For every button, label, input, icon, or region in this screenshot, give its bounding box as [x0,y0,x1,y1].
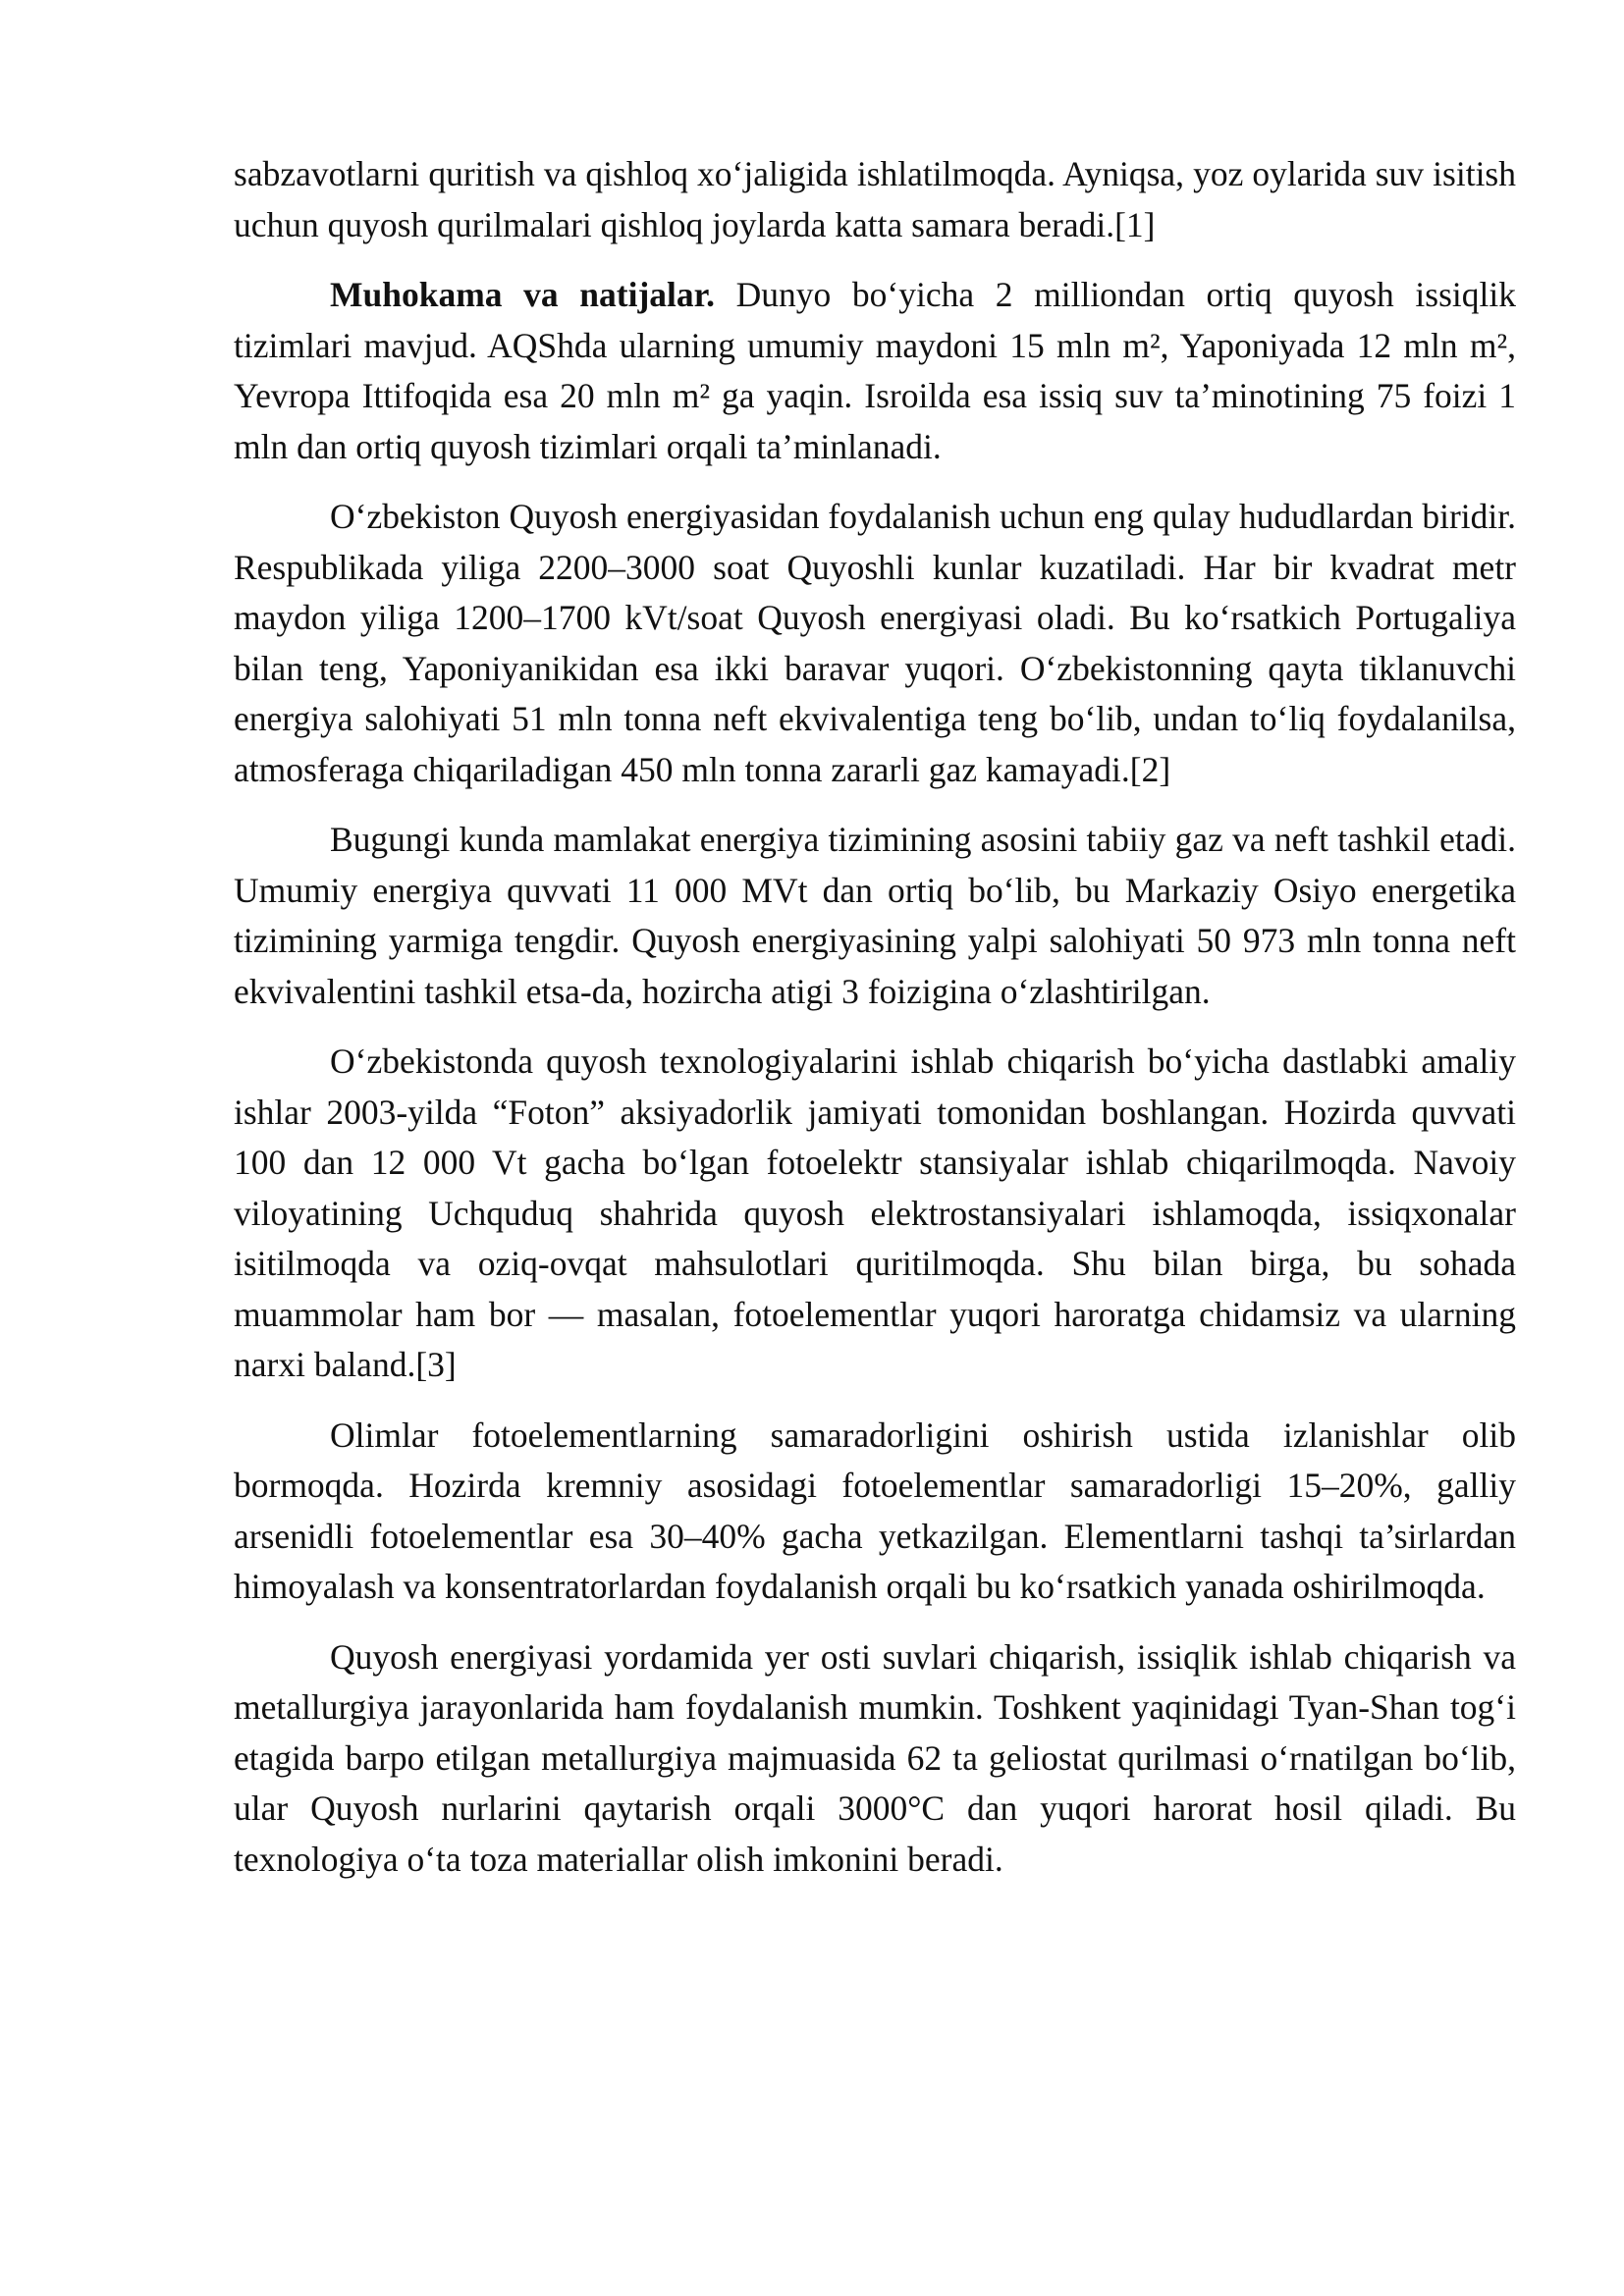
paragraph-discussion [234,270,1516,472]
paragraph-continuation [234,149,1516,250]
paragraph-text: O‘zbekiston Quyosh energiyasidan foydalanish uchun eng qulay hududlardan biridir. Respublikada yiliga 2200–3000 soat Quyoshli kunlar kuzatiladi. Har bir kvadrat metr maydon yiliga 1200–1700 kVt/soat Quyosh energiyasi oladi. Bu ko‘rsatkich Portugaliya bilan teng, Yaponiyanikidan esa ikki baravar yuqori. O‘zbekistonning qayta tiklanuvchi energiya salohiyati 51 mln tonna neft ekvivalentiga teng bo‘lib, undan to‘liq foydalanilsa, atmosferaga chiqariladigan 450 mln tonna zararli gaz kamayadi.[2] [234,497,1516,789]
paragraph-metallurgy [234,1632,1516,1886]
paragraph-text: O‘zbekistonda quyosh texnologiyalarini ishlab chiqarish bo‘yicha dastlabki amaliy ishlar 2003-yilda “Foton” aksiyadorlik jamiyati tomonidan boshlangan. Hozirda quvvati 100 dan 12 000 Vt gacha bo‘lgan fotoelektr stansiyalar ishlab chiqarilmoqda. Navoiy viloyatining Uchquduq shahrida quyosh elektrostansiyalari ishlamoqda, issiqxonalar isitilmoqda va oziq-ovqat mahsulotlari quritilmoqda. Shu bilan birga, bu sohada muammolar ham bor — masalan, fotoelementlar yuqori haroratga chidamsiz va ularning narxi baland.[3] [234,1041,1516,1384]
paragraph-efficiency-research [234,1411,1516,1613]
paragraph-text: Olimlar fotoelementlarning samaradorligini oshirish ustida izlanishlar olib bormoqda. Hozirda kremniy asosidagi fotoelementlar samaradorligi 15–20%, galliy arsenidli fotoelementlar esa 30–40% gacha yetkazilgan. Elementlarni tashqi ta’sirlardan himoyalash va konsentratorlardan foydalanish orqali bu ko‘rsatkich yanada oshirilmoqda. [234,1415,1516,1606]
paragraph-text: Quyosh energiyasi yordamida yer osti suvlari chiqarish, issiqlik ishlab chiqarish va metallurgiya jarayonlarida ham foydalanish mumkin. Toshkent yaqinidagi Tyan-Shan tog‘i etagida barpo etilgan metallurgiya majmuasida 62 ta geliostat qurilmasi o‘rnatilgan bo‘lib, ular Quyosh nurlarini qaytarish orqali 3000°C dan yuqori harorat hosil qiladi. Bu texnologiya o‘ta toza materiallar olish imkonini beradi. [234,1636,1516,1879]
paragraph-text: Bugungi kunda mamlakat energiya tizimining asosini tabiiy gaz va neft tashkil etadi. Umumiy energiya quvvati 11 000 MVt dan ortiq bo‘lib, bu Markaziy Osiyo energetika tizimining yarmiga tengdir. Quyosh energiyasining yalpi salohiyati 50 973 mln tonna neft ekvivalentini tashkil etsa-da, hozircha atigi 3 foizigina o‘zlashtirilgan. [234,820,1516,1011]
document-page [234,149,1516,1904]
paragraph-text: Dunyo bo‘yicha 2 milliondan ortiq quyosh issiqlik tizimlari mavjud. AQShda ularning umumiy maydoni 15 mln m², Yaponiyada 12 mln m², Yevropa Ittifoqida esa 20 mln m² ga yaqin. Isroilda esa issiq suv ta’minotining 75 foizi 1 mln dan ortiq quyosh tizimlari orqali ta’minlanadi. [234,275,1516,466]
paragraph-uzbekistan-potential [234,492,1516,795]
paragraph-energy-system [234,815,1516,1017]
paragraph-text: sabzavotlarni quritish va qishloq xo‘jaligida ishlatilmoqda. Ayniqsa, yoz oylarida suv isitish uchun quyosh qurilmalari qishloq joylarda katta samara beradi.[1] [234,154,1516,244]
section-heading: Muhokama va natijalar. [330,275,716,314]
paragraph-solar-technology [234,1037,1516,1391]
